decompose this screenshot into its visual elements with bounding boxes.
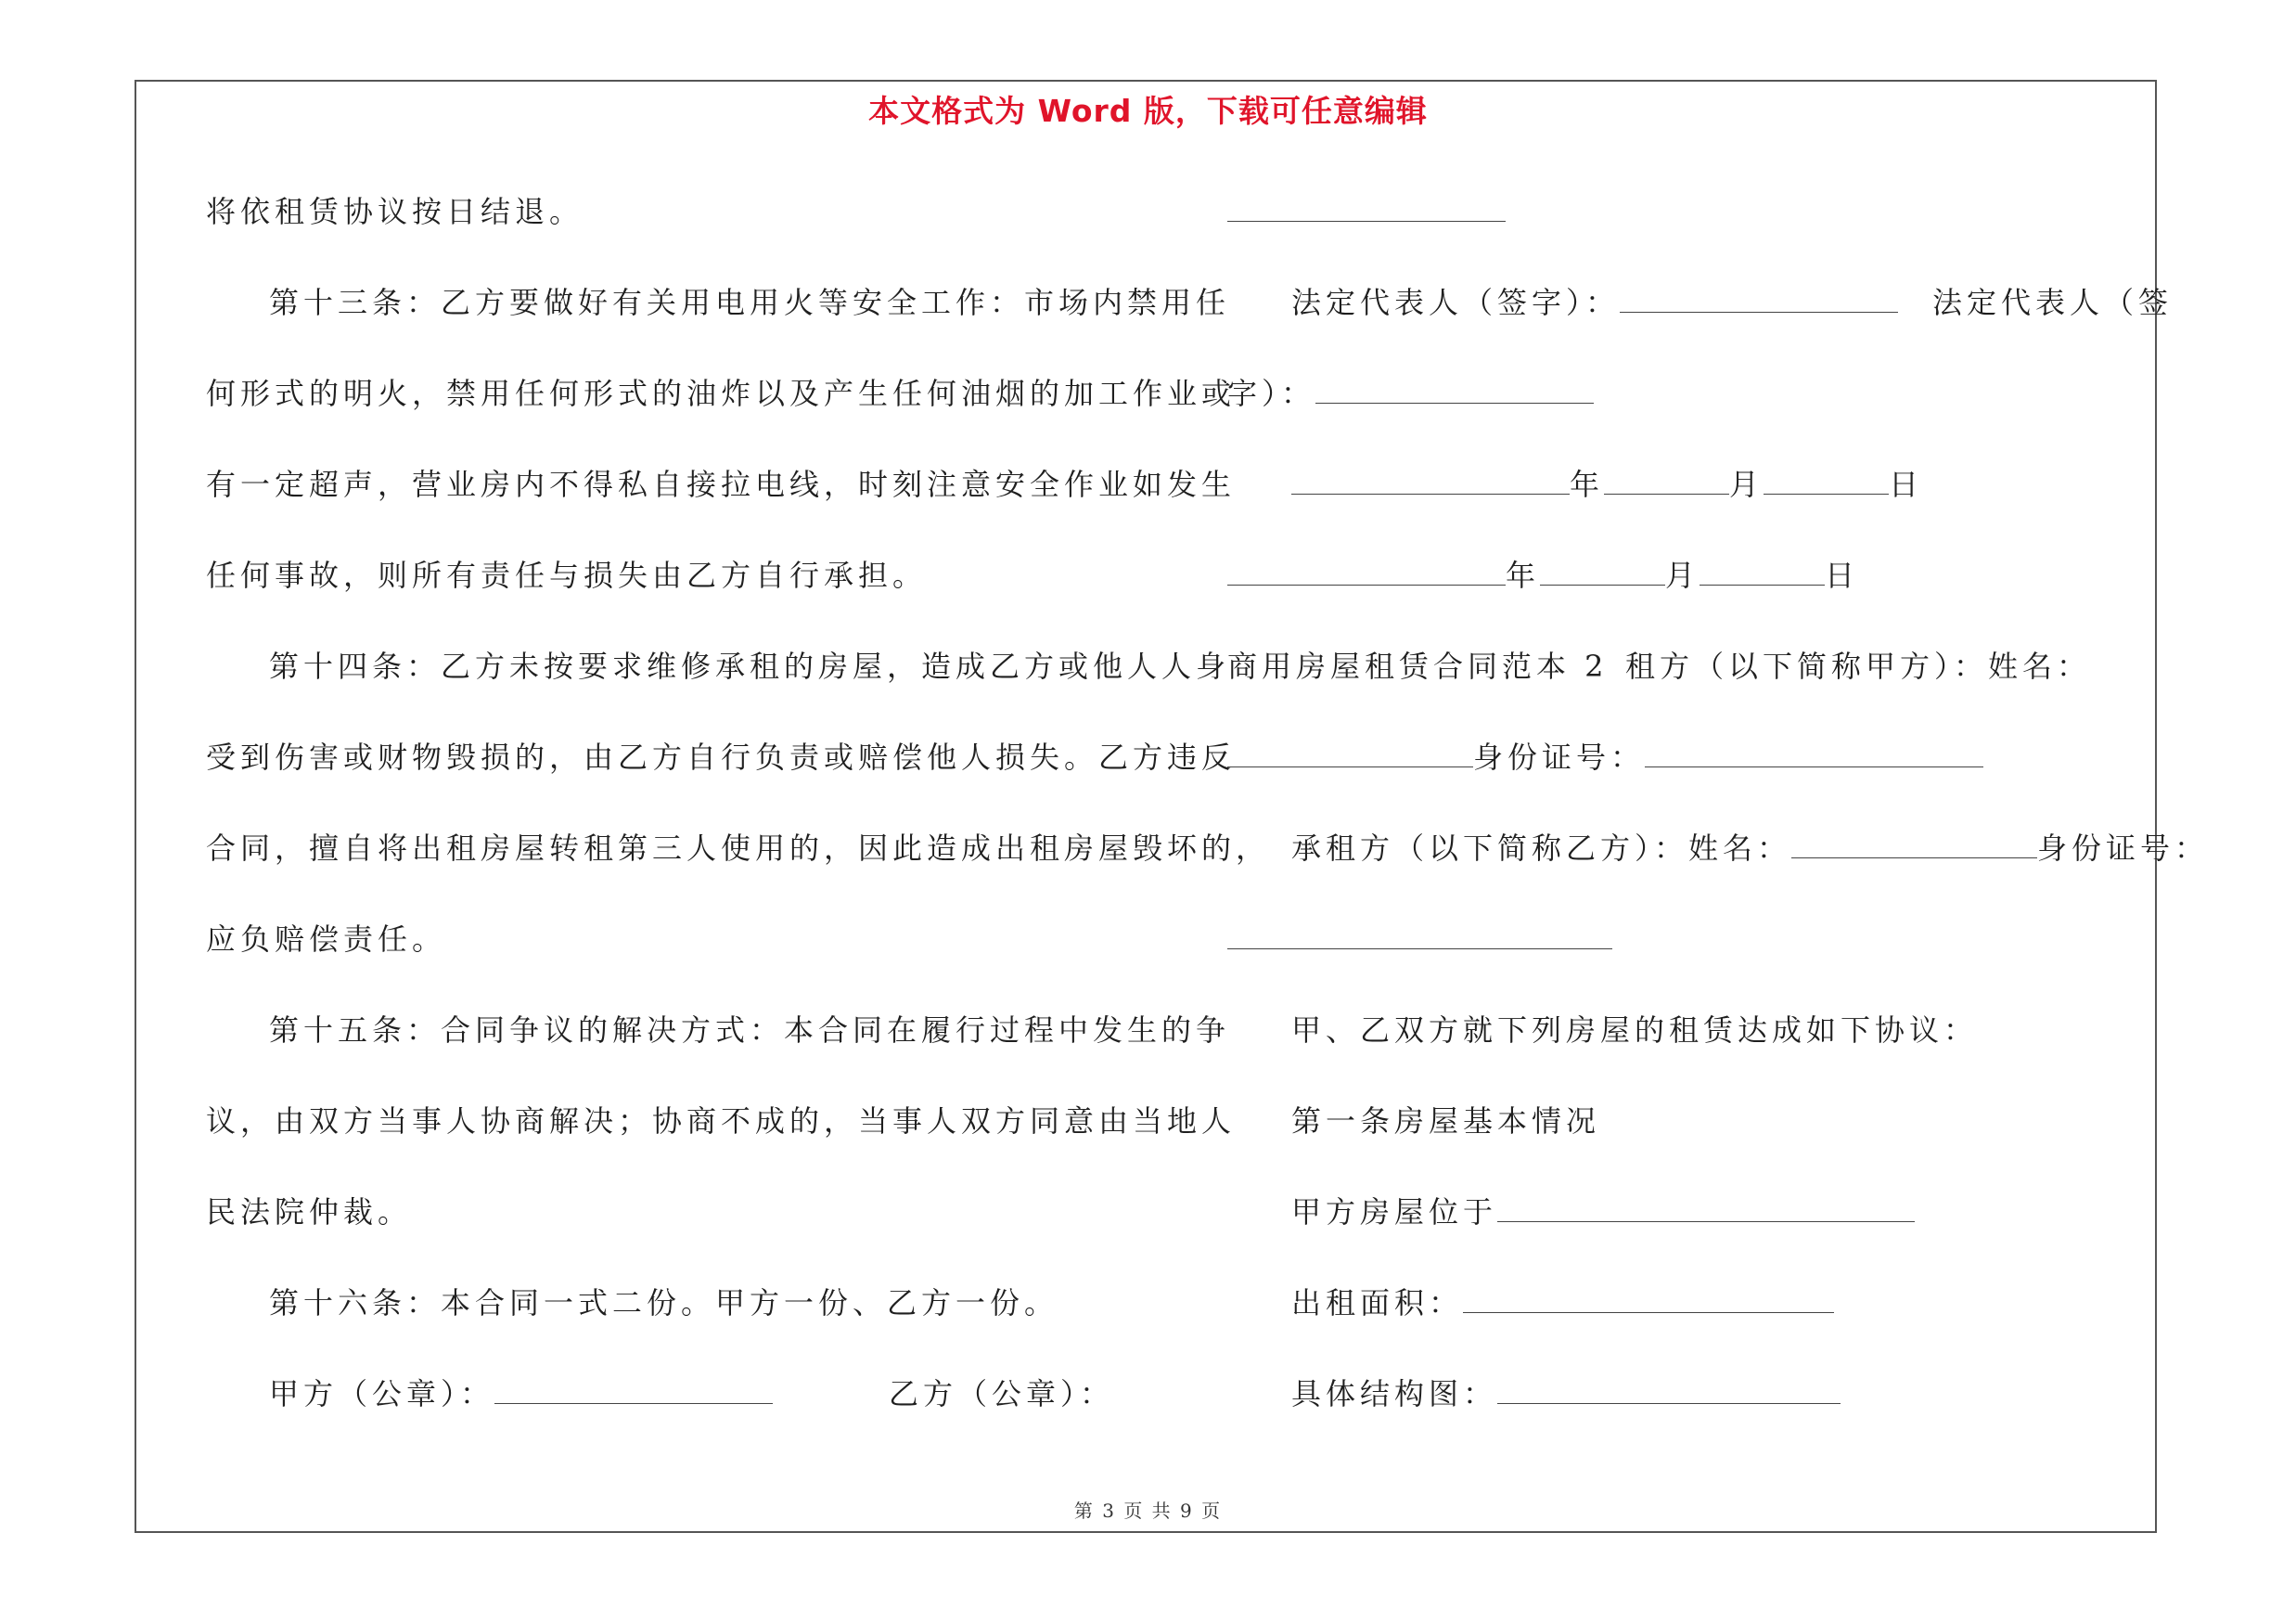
day-blank (1764, 470, 1889, 495)
agreement-intro: 甲、乙双方就下列房屋的租赁达成如下协议： (1291, 1012, 1979, 1048)
day-label: 日 (1889, 467, 1924, 502)
lessor-id-label: 身份证号： (1473, 740, 1646, 775)
left-line-5: 任何事故，则所有责任与损失由乙方自行承担。 (206, 558, 928, 593)
right-line-3 (1227, 375, 1594, 412)
lessee-name-label: 承租方（以下简称乙方）：姓名： (1291, 831, 1792, 866)
day-label: 日 (1825, 558, 1860, 593)
left-line-10: 第十五条：合同争议的解决方式：本合同在履行过程中发生的争 (269, 1012, 1231, 1048)
year-label: 年 (1570, 467, 1605, 502)
lessee-name-blank (1791, 833, 2037, 858)
legal-rep-b-label-cont: 字）： (1227, 376, 1316, 411)
left-line-13: 第十六条：本合同一式二份。甲方一份、乙方一份。 (269, 1285, 1059, 1320)
left-line-6: 第十四条：乙方未按要求维修承租的房屋，造成乙方或他人人身 (269, 649, 1231, 684)
header-banner: 本文格式为 Word 版，下载可任意编辑 (868, 93, 1428, 129)
right-line-2 (1291, 284, 1898, 321)
lessee-id-blank (1227, 924, 1612, 949)
left-line-3: 何形式的明火，禁用任何形式的油炸以及产生任何油烟的加工作业或 (206, 376, 1237, 411)
right-line-1 (1227, 193, 1506, 230)
lessor-name-label: 租方（以下简称甲方）：姓名： (1625, 649, 2092, 684)
date-line-a (1291, 466, 1923, 503)
left-line-7: 受到伤害或财物毁损的，由乙方自行负责或赔偿他人损失。乙方违反 (206, 740, 1237, 775)
day-blank (1700, 560, 1825, 586)
right-line-12 (1291, 1193, 1915, 1230)
article-1-heading: 第一条房屋基本情况 (1291, 1103, 1601, 1139)
date-line-b (1227, 557, 1859, 594)
right-line-13 (1291, 1284, 1834, 1321)
right-line-9 (1227, 921, 1612, 958)
left-line-1: 将依租赁协议按日结退。 (206, 194, 584, 229)
right-line-8 (1291, 830, 2209, 867)
month-label: 月 (1665, 558, 1700, 593)
month-blank (1540, 560, 1665, 586)
left-line-2: 第十三条：乙方要做好有关用电用火等安全工作：市场内禁用任 (269, 285, 1231, 320)
month-blank (1604, 470, 1729, 495)
contract-title: 商用房屋租赁合同范本 2 (1227, 649, 1609, 684)
page-number: 第 3 页 共 9 页 (1073, 1500, 1223, 1522)
legal-rep-a-label: 法定代表人（签字）： (1291, 285, 1621, 320)
right-line-14 (1291, 1375, 1841, 1412)
year-blank (1291, 470, 1570, 495)
left-line-9: 应负赔偿责任。 (206, 921, 447, 957)
year-blank (1227, 560, 1506, 586)
right-line-7 (1227, 739, 1983, 776)
legal-rep-b-blank (1315, 379, 1594, 404)
signature-blank (1227, 197, 1506, 222)
left-line-14 (269, 1375, 773, 1412)
party-a-seal-blank (494, 1379, 773, 1404)
area-label: 出租面积： (1291, 1285, 1464, 1320)
structure-label: 具体结构图： (1291, 1376, 1498, 1411)
legal-rep-a-blank (1620, 288, 1898, 313)
lessor-id-blank (1645, 742, 1983, 767)
party-a-seal-label: 甲方（公章）： (269, 1376, 495, 1411)
area-blank (1463, 1288, 1834, 1313)
legal-rep-b-label: 法定代表人（签 (1932, 285, 2174, 320)
lessor-name-blank (1227, 742, 1473, 767)
location-blank (1497, 1197, 1915, 1222)
location-label: 甲方房屋位于 (1291, 1194, 1498, 1230)
left-line-8: 合同，擅自将出租房屋转租第三人使用的，因此造成出租房屋毁坏的， (206, 831, 1271, 866)
party-b-seal-label: 乙方（公章）： (889, 1376, 1115, 1411)
left-line-11: 议，由双方当事人协商解决；协商不成的，当事人双方同意由当地人 (206, 1103, 1237, 1139)
lessee-id-label: 身份证号： (2037, 831, 2210, 866)
left-line-12: 民法院仲裁。 (206, 1194, 413, 1230)
year-label: 年 (1506, 558, 1541, 593)
month-label: 月 (1729, 467, 1764, 502)
left-line-4: 有一定超声，营业房内不得私自接拉电线，时刻注意安全作业如发生 (206, 467, 1237, 502)
structure-blank (1497, 1379, 1841, 1404)
